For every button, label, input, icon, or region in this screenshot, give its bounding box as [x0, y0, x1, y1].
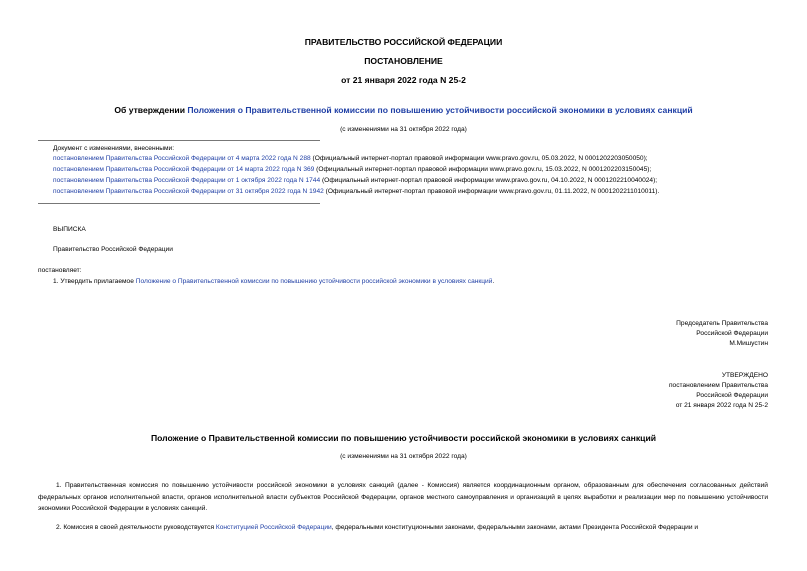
item1-regulation-link[interactable]: Положение о Правительственной комиссии по повышению устойчивости российской экономики в условиях санкций	[135, 278, 493, 285]
amendment-item	[53, 154, 648, 164]
item1-suffix: .	[492, 278, 495, 285]
resolution-item-1	[53, 277, 494, 287]
extract-issuer: Правительство Российской Федерации	[53, 246, 173, 253]
approved-date: от 21 января 2022 года N 25-2	[675, 402, 768, 409]
amendment-link[interactable]: постановлением Правительства Российской Федерации от 4 марта 2022 года N 288	[53, 155, 311, 162]
paragraph-1-text: 1. Правительственная комиссия по повышению устойчивости российской экономики в условиях санкций (далее - Комиссия) является координационным органом, образованным для обеспечения согласованных действий федеральных органов исполнительной власти, органов исполнительной власти субъектов Российской Федерации, органов местного самоуправления и организаций в целях выработки и реализации мер по повышению устойчивости экономики Российской Федерации в условиях санкций.	[38, 482, 768, 512]
extract-label: ВЫПИСКА	[53, 226, 86, 233]
paragraph-2-suffix: , федеральными конституционными законами, федеральными законами, актами Президента Российской Федерации и	[331, 524, 699, 531]
amendment-source: (Официальный интернет-портал правовой информации www.pravo.gov.ru, 01.11.2022, N 0001202211010011).	[323, 188, 660, 195]
document-title	[0, 105, 807, 115]
signature-org: Российской Федерации	[696, 330, 768, 337]
signature-block	[676, 319, 768, 349]
divider-bottom	[38, 203, 320, 204]
constitution-link[interactable]: Конституцией Российской Федерации	[215, 524, 332, 531]
amendment-source: (Официальный интернет-портал правовой информации www.pravo.gov.ru, 05.03.2022, N 0001202203050050);	[310, 155, 648, 162]
signature-title: Председатель Правительства	[676, 320, 768, 327]
approved-by: постановлением Правительства	[668, 382, 768, 389]
regulation-paragraph-2	[38, 522, 768, 534]
government-name: ПРАВИТЕЛЬСТВО РОССИЙСКОЙ ФЕДЕРАЦИИ	[304, 37, 503, 47]
amendments-intro: Документ с изменениями, внесенными:	[53, 145, 175, 152]
signature-name: М.Мишустин	[729, 340, 768, 347]
amendment-link[interactable]: постановлением Правительства Российской Федерации от 14 марта 2022 года N 369	[53, 166, 315, 173]
amendment-source: (Официальный интернет-портал правовой информации www.pravo.gov.ru, 04.10.2022, N 0001202210040024);	[320, 177, 658, 184]
amendment-link[interactable]: постановлением Правительства Российской Федерации от 31 октября 2022 года N 1942	[53, 188, 324, 195]
resolves-label: постановляет:	[38, 267, 82, 274]
title-regulation-link[interactable]: Положения о Правительственной комиссии по повышению устойчивости российской экономики в условиях санкций	[187, 105, 693, 115]
amendment-item	[53, 165, 651, 175]
divider-top	[38, 140, 320, 141]
revision-note: (с изменениями на 31 октября 2022 года)	[340, 126, 467, 133]
amendment-item	[53, 176, 657, 186]
title-prefix: Об утверждении	[114, 105, 188, 115]
regulation-revision: (с изменениями на 31 октября 2022 года)	[340, 453, 467, 460]
amendment-item	[53, 187, 659, 197]
approved-label: УТВЕРЖДЕНО	[721, 372, 768, 379]
regulation-title: Положение о Правительственной комиссии по повышению устойчивости российской экономики в условиях санкций	[150, 433, 657, 443]
approved-org: Российской Федерации	[696, 392, 768, 399]
item1-prefix: 1. Утвердить прилагаемое	[53, 278, 136, 285]
paragraph-2-prefix: 2. Комиссия в своей деятельности руководствуется	[56, 524, 216, 531]
document-date-number: от 21 января 2022 года N 25-2	[341, 75, 466, 85]
regulation-paragraph-1	[38, 480, 768, 515]
document-type: ПОСТАНОВЛЕНИЕ	[364, 56, 443, 66]
amendment-source: (Официальный интернет-портал правовой информации www.pravo.gov.ru, 15.03.2022, N 0001202203150045);	[314, 166, 652, 173]
amendment-link[interactable]: постановлением Правительства Российской Федерации от 1 октября 2022 года N 1744	[53, 177, 321, 184]
approved-block	[669, 371, 768, 411]
